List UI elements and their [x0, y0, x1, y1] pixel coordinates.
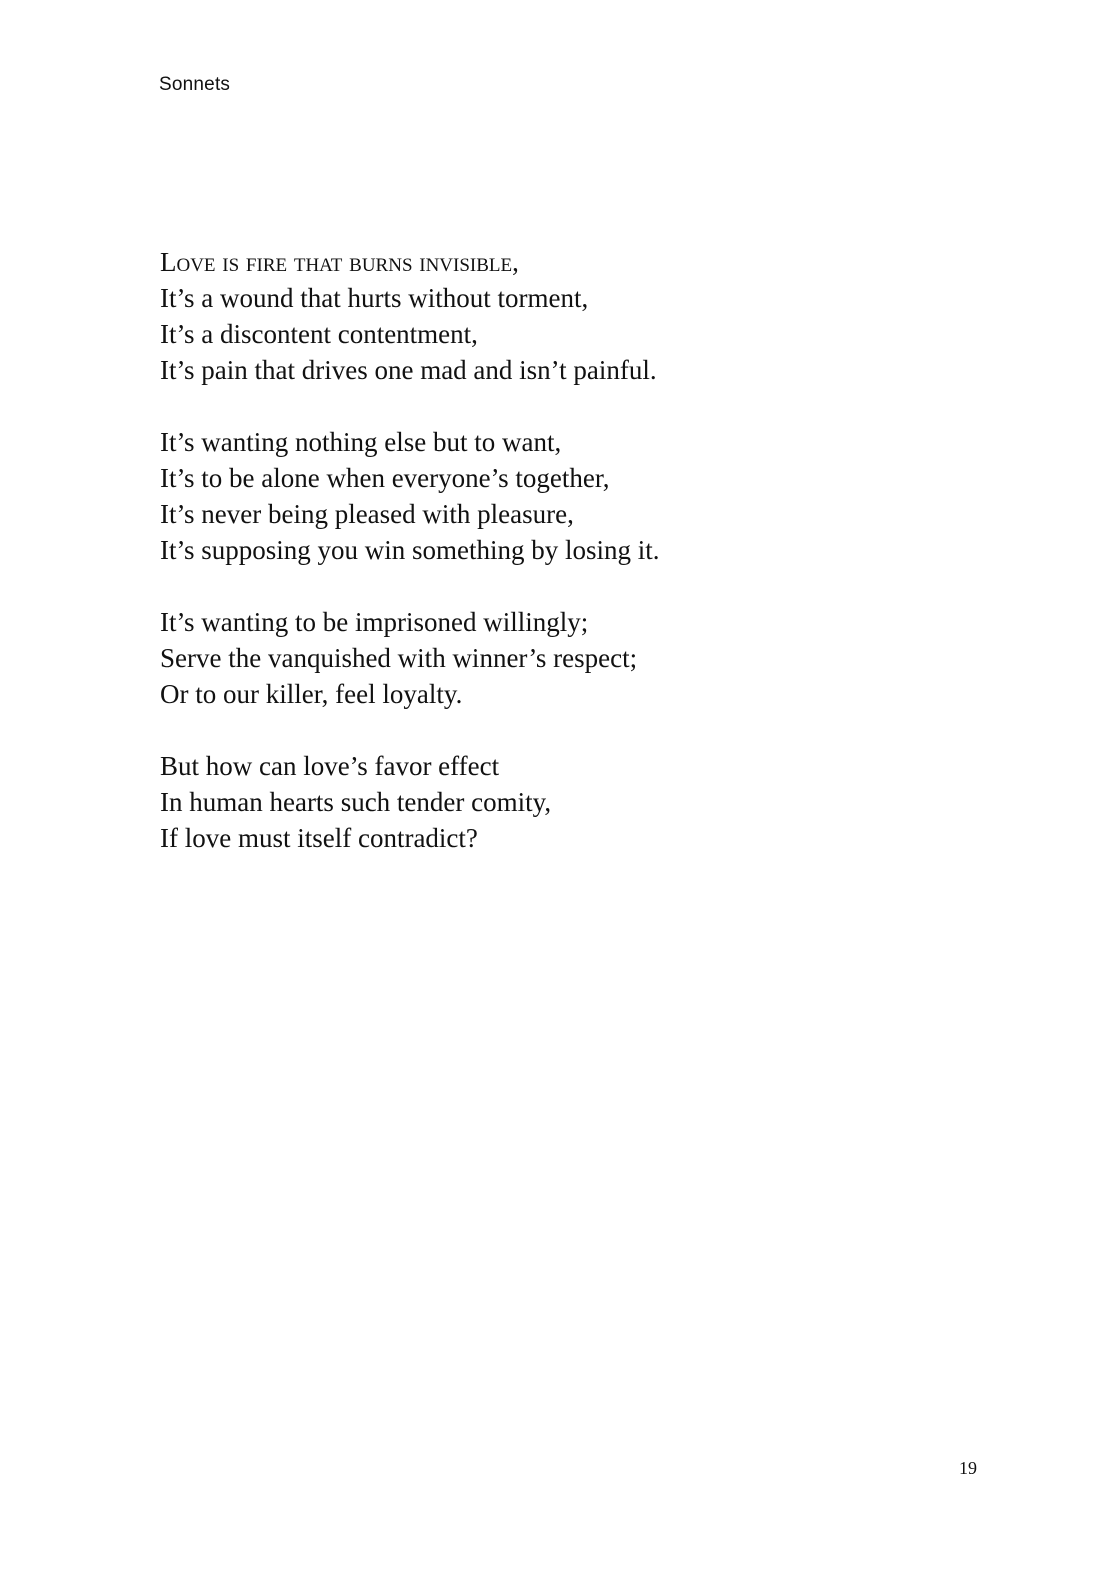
stanza-4 — [160, 748, 980, 856]
page-number: 19 — [959, 1458, 977, 1478]
poem-line: But how can love’s favor effect — [160, 751, 500, 781]
poem-line: Love is fire that burns invisible, — [160, 247, 519, 277]
poem-line: Or to our killer, feel loyalty. — [160, 679, 463, 709]
stanza-2 — [160, 424, 980, 568]
poem-line: Serve the vanquished with winner’s respect; — [160, 643, 638, 673]
running-header: Sonnets — [159, 74, 231, 95]
poem-line: In human hearts such tender comity, — [160, 787, 552, 817]
poem-line: It’s a wound that hurts without torment, — [160, 283, 589, 313]
stanza-1 — [160, 244, 980, 388]
poem — [160, 244, 980, 856]
stanza-3 — [160, 604, 980, 712]
poem-line: It’s a discontent contentment, — [160, 319, 478, 349]
poem-line: If love must itself contradict? — [160, 823, 478, 853]
poem-line: It’s pain that drives one mad and isn’t painful. — [160, 355, 657, 385]
poem-line: It’s supposing you win something by losing it. — [160, 535, 660, 565]
poem-line: It’s never being pleased with pleasure, — [160, 499, 574, 529]
poem-line: It’s wanting to be imprisoned willingly; — [160, 607, 589, 637]
poem-line: It’s wanting nothing else but to want, — [160, 427, 562, 457]
poem-line: It’s to be alone when everyone’s together, — [160, 463, 610, 493]
